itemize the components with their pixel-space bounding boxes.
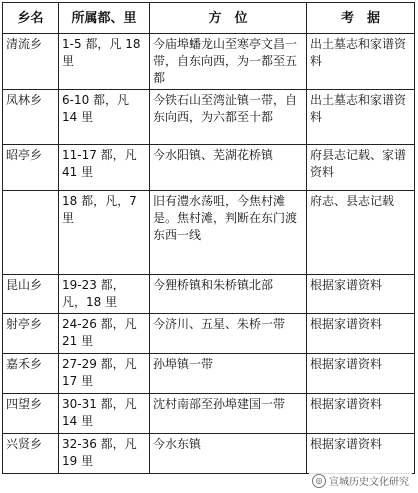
table-row <box>3 275 415 314</box>
cell-du-li: 6-10 都，凡 14 里 <box>59 90 150 145</box>
header-row <box>3 3 415 34</box>
watermark <box>309 472 412 489</box>
header-evidence: 考 据 <box>307 3 415 34</box>
cell-location: 今铁石山至湾沚镇一带，自东向西，为六都至十都 <box>150 90 307 145</box>
cell-township-name: 兴贤乡 <box>3 434 59 474</box>
cell-township-name: 昭亭乡 <box>3 145 59 191</box>
cell-location: 今水东镇 <box>150 434 307 474</box>
cell-du-li: 30-31 都，凡 14 里 <box>59 394 150 434</box>
cell-evidence: 出土墓志和家谱资料 <box>307 34 415 90</box>
cell-du-li: 27-29 都，凡 17 里 <box>59 354 150 394</box>
cell-township-name <box>3 191 59 275</box>
watermark-text: 宣城历史文化研究 <box>329 477 409 488</box>
cell-location: 今庙埠蟠龙山至寒亭文昌一带，自东向西，为一都至五都 <box>150 34 307 90</box>
cell-evidence: 府县志记载、家谱资料 <box>307 145 415 191</box>
table-row <box>3 34 415 90</box>
cell-location: 旧有澧水荡咀，今焦村滩是。焦村滩，判断在东门渡东西一线 <box>150 191 307 275</box>
cell-evidence: 根据家谱资料 <box>307 434 415 474</box>
cell-location: 今济川、五星、朱桥一带 <box>150 314 307 354</box>
table-row <box>3 394 415 434</box>
township-table <box>2 2 415 474</box>
table-row <box>3 145 415 191</box>
cell-township-name: 清流乡 <box>3 34 59 90</box>
table-row <box>3 314 415 354</box>
table-row <box>3 191 415 275</box>
cell-evidence: 根据家谱资料 <box>307 354 415 394</box>
wechat-logo-icon: ◎ <box>312 474 326 488</box>
cell-location: 沈村南部至孙埠建国一带 <box>150 394 307 434</box>
cell-du-li: 18 都，凡，7 里 <box>59 191 150 275</box>
cell-evidence: 根据家谱资料 <box>307 314 415 354</box>
header-du: 所属都、里 <box>59 3 150 34</box>
header-location: 方 位 <box>150 3 307 34</box>
cell-du-li: 24-26 都，凡 21 里 <box>59 314 150 354</box>
cell-township-name: 射亭乡 <box>3 314 59 354</box>
cell-township-name: 嘉禾乡 <box>3 354 59 394</box>
cell-du-li: 19-23 都，凡，18 里 <box>59 275 150 314</box>
cell-du-li: 11-17 都，凡 41 里 <box>59 145 150 191</box>
cell-location: 今水阳镇、芜湖花桥镇 <box>150 145 307 191</box>
cell-evidence: 根据家谱资料 <box>307 394 415 434</box>
cell-township-name: 凤林乡 <box>3 90 59 145</box>
cell-du-li: 32-36 都，凡 19 里 <box>59 434 150 474</box>
cell-evidence: 府志、县志记载 <box>307 191 415 275</box>
table-row <box>3 354 415 394</box>
cell-location: 今狸桥镇和朱桥镇北部 <box>150 275 307 314</box>
cell-evidence: 根据家谱资料 <box>307 275 415 314</box>
cell-township-name: 昆山乡 <box>3 275 59 314</box>
header-name: 乡名 <box>3 3 59 34</box>
cell-location: 孙埠镇一带 <box>150 354 307 394</box>
cell-du-li: 1-5 都，凡 18 里 <box>59 34 150 90</box>
table-row <box>3 434 415 474</box>
cell-evidence: 出土墓志和家谱资料 <box>307 90 415 145</box>
cell-township-name: 四望乡 <box>3 394 59 434</box>
table-row <box>3 90 415 145</box>
